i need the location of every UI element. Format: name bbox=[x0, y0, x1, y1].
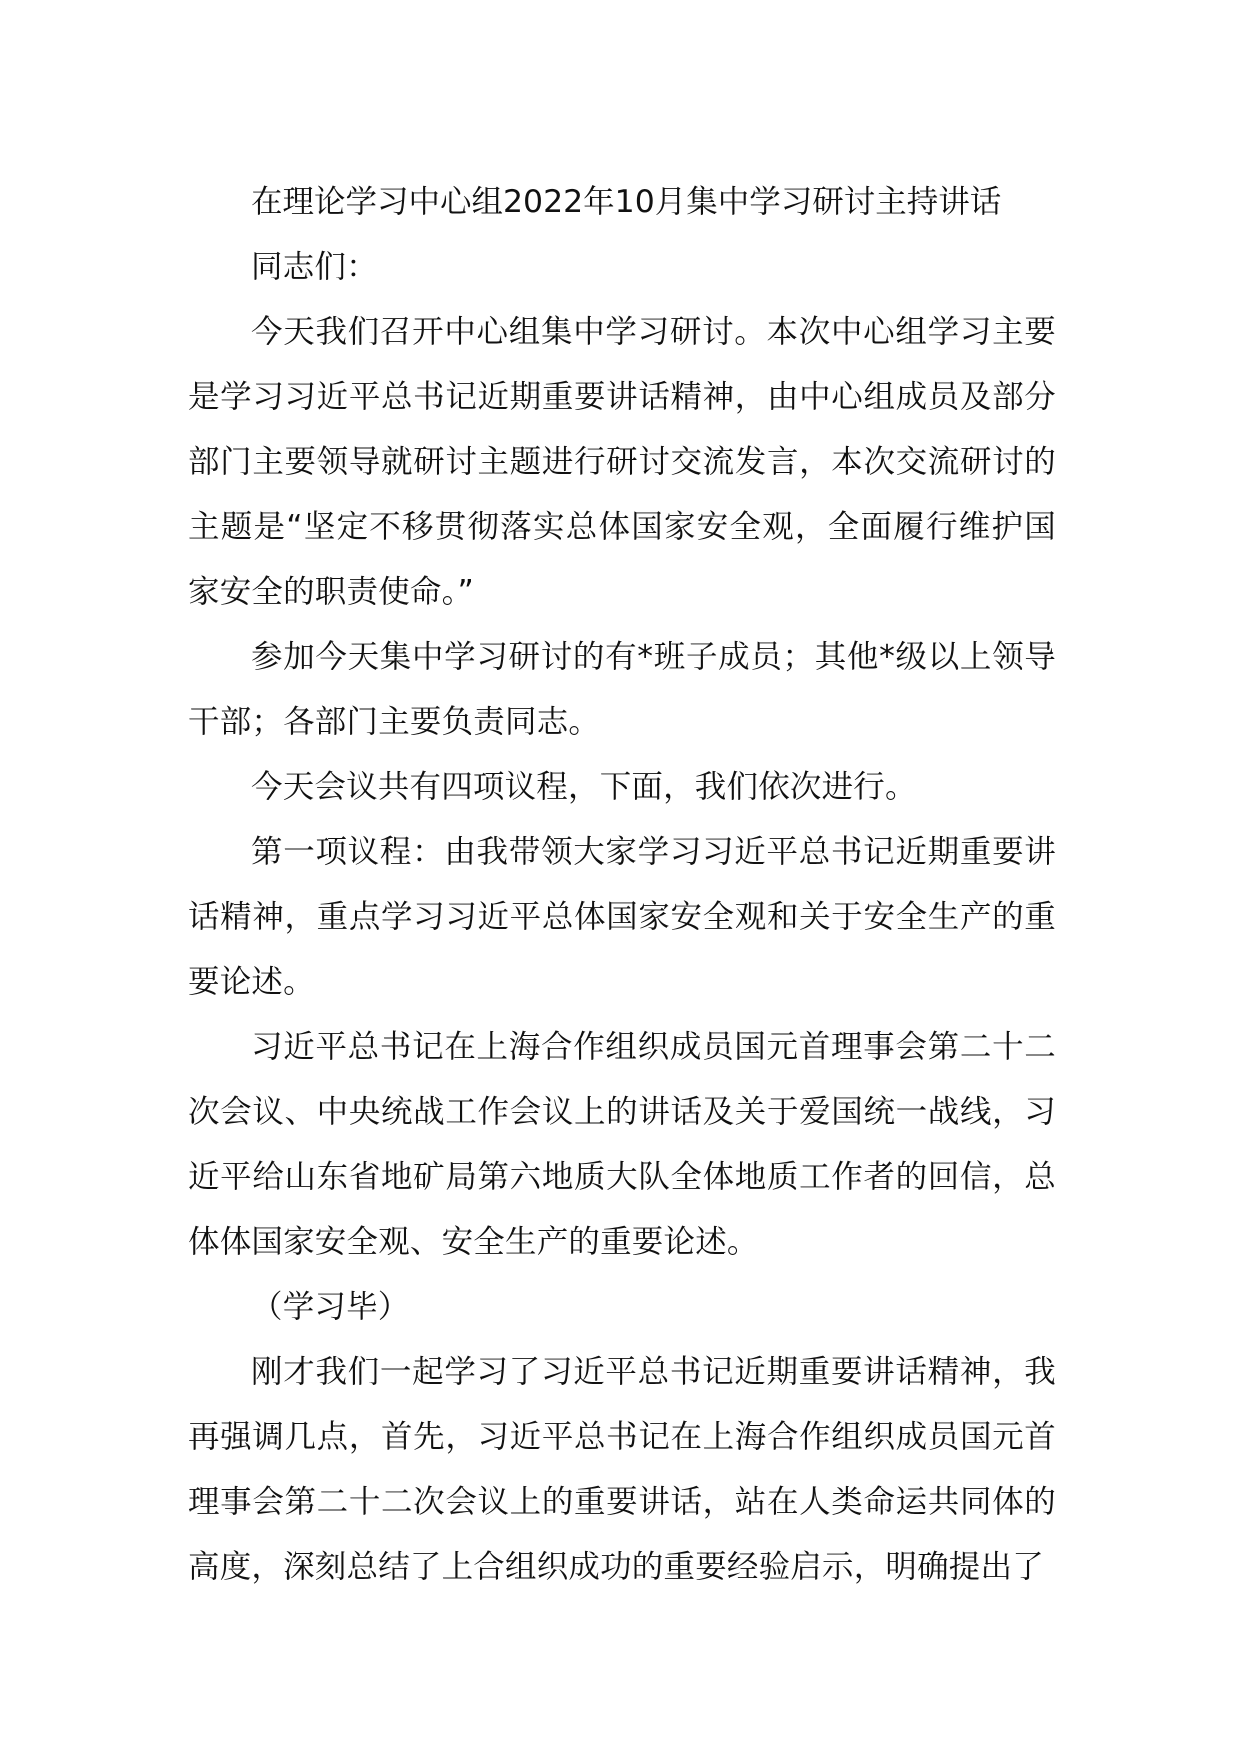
paragraph-agenda: 今天会议共有四项议程，下面，我们依次进行。 bbox=[251, 769, 917, 805]
paragraph-attendees: 参加今天集中学习研讨的有*班子成员；其他*级以上领导干部；各部门主要负责同志。 bbox=[188, 639, 1056, 740]
paragraph-study-content: 习近平总书记在上海合作组织成员国元首理事会第二十二次会议、中央统战工作会议上的讲话及关于爱国统一战线，习近平给山东省地矿局第六地质大队全体地质工作者的回信，总体体国家安全观、安全生产的重要论述。 bbox=[188, 1029, 1056, 1260]
paragraph-intro: 今天我们召开中心组集中学习研讨。本次中心组学习主要是学习习近平总书记近期重要讲话精神，由中心组成员及部分部门主要领导就研讨主题进行研讨交流发言，本次交流研讨的主题是“坚定不移贯彻落实总体国家安全观，全面履行维护国家安全的职责使命。” bbox=[188, 314, 1056, 610]
paragraph-first-item: 第一项议程：由我带领大家学习习近平总书记近期重要讲话精神，重点学习习近平总体国家安全观和关于安全生产的重要论述。 bbox=[188, 834, 1056, 1000]
document-title: 在理论学习中心组2022年10月集中学习研讨主持讲话 bbox=[251, 184, 1002, 220]
paragraph-study-end: （学习毕） bbox=[251, 1289, 410, 1325]
paragraph-emphasis: 刚才我们一起学习了习近平总书记近期重要讲话精神，我再强调几点，首先，习近平总书记在上海合作组织成员国元首理事会第二十二次会议上的重要讲话，站在人类命运共同体的高度，深刻总结了上合组织成功的重要经验启示，明确提出了 bbox=[188, 1354, 1056, 1585]
salutation: 同志们： bbox=[251, 249, 378, 285]
document-body bbox=[188, 170, 1056, 1600]
